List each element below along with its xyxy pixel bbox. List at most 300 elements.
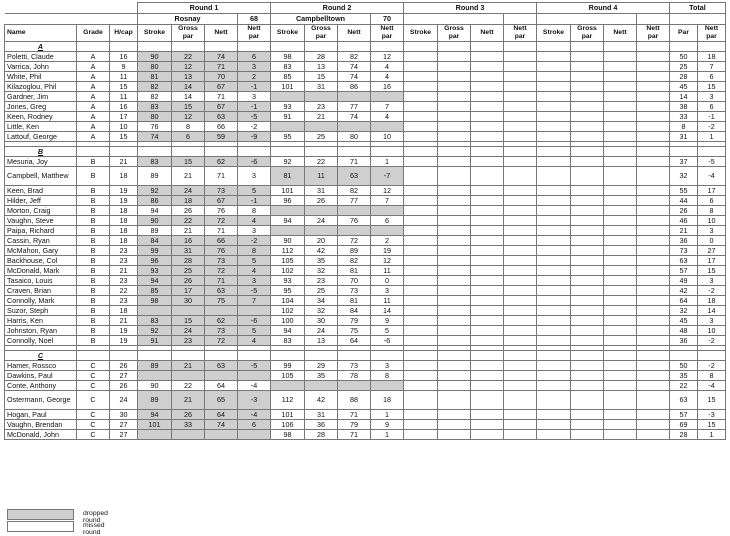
r1-nett-par: -1 xyxy=(238,82,271,92)
total-par: 36 xyxy=(670,236,698,246)
player-hcap: 19 xyxy=(110,196,138,206)
player-row xyxy=(5,296,726,306)
empty-cell xyxy=(504,196,537,206)
r1-gross-par: 6 xyxy=(172,132,205,142)
total-par: 14 xyxy=(670,92,698,102)
round-3-label: Round 3 xyxy=(404,3,537,14)
empty-cell xyxy=(404,326,438,336)
player-name: McDonald, Mark xyxy=(5,266,77,276)
player-row xyxy=(5,62,726,72)
empty-cell xyxy=(537,206,571,216)
r1-nett: 76 xyxy=(205,206,238,216)
empty-cell xyxy=(404,102,438,112)
r1-nett-par: -1 xyxy=(238,102,271,112)
empty-cell xyxy=(438,286,471,296)
total-nett-par: 15 xyxy=(698,82,726,92)
player-grade: A xyxy=(77,82,110,92)
player-name: Vaughn, Brendan xyxy=(5,420,77,430)
r1-nett: 62 xyxy=(205,157,238,167)
empty-cell xyxy=(537,371,571,381)
empty-cell xyxy=(537,256,571,266)
player-row xyxy=(5,52,726,62)
empty-cell xyxy=(537,196,571,206)
total-par: 21 xyxy=(670,226,698,236)
empty-cell xyxy=(571,276,604,286)
player-hcap: 23 xyxy=(110,296,138,306)
empty-cell xyxy=(604,371,637,381)
r1-nett xyxy=(205,430,238,440)
total-nett-par: 3 xyxy=(698,316,726,326)
empty-cell xyxy=(438,391,471,410)
player-hcap: 9 xyxy=(110,62,138,72)
r2-nett: 80 xyxy=(338,132,371,142)
section-label: B xyxy=(5,147,77,157)
total-par-header: Par xyxy=(670,25,698,42)
empty-cell xyxy=(371,351,404,361)
r2-stroke: 94 xyxy=(271,216,305,226)
player-row xyxy=(5,102,726,112)
total-par: 35 xyxy=(670,371,698,381)
player-hcap: 18 xyxy=(110,236,138,246)
empty-cell xyxy=(571,391,604,410)
r1-gross-par: 22 xyxy=(172,216,205,226)
empty-cell xyxy=(537,132,571,142)
total-nett-par: -1 xyxy=(698,112,726,122)
empty-cell xyxy=(504,381,537,391)
r1-nett-par: 3 xyxy=(238,167,271,186)
player-name: Johnston, Ryan xyxy=(5,326,77,336)
player-name: Jones, Greg xyxy=(5,102,77,112)
r2-stroke: 98 xyxy=(271,52,305,62)
player-grade: A xyxy=(77,52,110,62)
empty-cell xyxy=(537,102,571,112)
empty-cell xyxy=(604,226,637,236)
r1-nett-par: 3 xyxy=(238,226,271,236)
r1-gross-par: 30 xyxy=(172,296,205,306)
r2-nett-header: Nett xyxy=(338,25,371,42)
empty-cell xyxy=(637,430,670,440)
r2-nett xyxy=(338,381,371,391)
total-par: 28 xyxy=(670,72,698,82)
empty-cell xyxy=(271,42,305,52)
empty-cell xyxy=(571,286,604,296)
player-name: Hamer, Rossco xyxy=(5,361,77,371)
r1-nett-par: 4 xyxy=(238,336,271,346)
empty-cell xyxy=(604,157,637,167)
player-hcap: 30 xyxy=(110,410,138,420)
r2-nett: 74 xyxy=(338,112,371,122)
player-name: Ostermann, George xyxy=(5,391,77,410)
section-row-B xyxy=(5,147,726,157)
r1-nett-par: 2 xyxy=(238,72,271,82)
scores-body xyxy=(5,42,726,440)
r3-gross-header: Gross xyxy=(438,25,471,34)
r2-gross-par: 31 xyxy=(305,186,338,196)
empty-cell xyxy=(404,316,438,326)
empty-cell xyxy=(537,361,571,371)
r2-nett-par-header: Nett xyxy=(371,25,404,34)
empty-cell xyxy=(637,42,670,52)
empty-cell xyxy=(537,336,571,346)
empty-cell xyxy=(438,296,471,306)
r1-stroke xyxy=(138,430,172,440)
empty-cell xyxy=(504,132,537,142)
empty-cell xyxy=(438,226,471,236)
r1-stroke: 74 xyxy=(138,132,172,142)
r2-stroke: 83 xyxy=(271,336,305,346)
r2-gross-par: 34 xyxy=(305,296,338,306)
empty-cell xyxy=(138,42,172,52)
empty-cell xyxy=(438,351,471,361)
round-2-label: Round 2 xyxy=(271,3,404,14)
total-par: 32 xyxy=(670,306,698,316)
r1-nett-par: -5 xyxy=(238,361,271,371)
r2-stroke: 101 xyxy=(271,82,305,92)
empty-cell xyxy=(604,167,637,186)
empty-cell xyxy=(604,92,637,102)
empty-cell xyxy=(305,147,338,157)
r1-gross-par: 14 xyxy=(172,92,205,102)
empty-cell xyxy=(404,196,438,206)
r1-gross-header: Gross xyxy=(172,25,205,34)
empty-cell xyxy=(537,186,571,196)
empty-cell xyxy=(404,216,438,226)
total-nett-par: 27 xyxy=(698,246,726,256)
grade-header: Grade xyxy=(77,25,110,42)
empty-cell xyxy=(438,246,471,256)
scores-sheet xyxy=(4,2,726,440)
r1-nett-par: -4 xyxy=(238,410,271,420)
empty-cell xyxy=(438,430,471,440)
empty-cell xyxy=(404,420,438,430)
empty-cell xyxy=(504,391,537,410)
r2-nett-par xyxy=(371,206,404,216)
r1-gross-par: 28 xyxy=(172,256,205,266)
r2-nett: 76 xyxy=(338,216,371,226)
player-grade: B xyxy=(77,206,110,216)
empty-cell xyxy=(471,361,504,371)
empty-cell xyxy=(537,246,571,256)
player-grade: C xyxy=(77,430,110,440)
empty-cell xyxy=(238,147,271,157)
r1-gross-par: 21 xyxy=(172,167,205,186)
section-row-A xyxy=(5,42,726,52)
empty-cell xyxy=(571,361,604,371)
r4-nett-par-header-2: par xyxy=(637,33,670,42)
player-grade: B xyxy=(77,336,110,346)
empty-cell xyxy=(438,102,471,112)
r1-stroke: 101 xyxy=(138,420,172,430)
empty-cell xyxy=(438,326,471,336)
empty-cell xyxy=(698,147,726,157)
total-label: Total xyxy=(670,3,726,14)
r1-stroke: 89 xyxy=(138,167,172,186)
empty-cell xyxy=(471,420,504,430)
r2-nett-par: 19 xyxy=(371,246,404,256)
empty-cell xyxy=(471,286,504,296)
empty-cell xyxy=(637,410,670,420)
player-grade: B xyxy=(77,167,110,186)
player-row xyxy=(5,326,726,336)
empty-cell xyxy=(571,112,604,122)
empty-cell xyxy=(338,147,371,157)
round-2-course: Campbelltown xyxy=(271,14,371,25)
empty-cell xyxy=(537,147,571,157)
player-row xyxy=(5,186,726,196)
empty-cell xyxy=(571,410,604,420)
empty-cell xyxy=(604,102,637,112)
r1-stroke xyxy=(138,306,172,316)
empty-cell xyxy=(404,381,438,391)
r2-gross-par-header: par xyxy=(305,33,338,42)
player-hcap: 16 xyxy=(110,102,138,112)
empty-cell xyxy=(438,306,471,316)
empty-cell xyxy=(637,246,670,256)
round-4-par xyxy=(637,14,670,25)
r2-stroke xyxy=(271,226,305,236)
empty-cell xyxy=(504,157,537,167)
total-par: 57 xyxy=(670,266,698,276)
empty-cell xyxy=(404,430,438,440)
empty-cell xyxy=(471,371,504,381)
r1-gross-par: 14 xyxy=(172,82,205,92)
empty-cell xyxy=(571,236,604,246)
empty-cell xyxy=(604,246,637,256)
r2-nett-par: 12 xyxy=(371,256,404,266)
total-par: 26 xyxy=(670,206,698,216)
total-nett-par: -3 xyxy=(698,410,726,420)
r2-nett-par: -6 xyxy=(371,336,404,346)
total-nett-par: 6 xyxy=(698,102,726,112)
r2-stroke-header: Stroke xyxy=(271,25,305,42)
r1-nett-par: 3 xyxy=(238,62,271,72)
r2-nett-par: 3 xyxy=(371,361,404,371)
empty-cell xyxy=(637,266,670,276)
player-row xyxy=(5,256,726,266)
r2-nett: 84 xyxy=(338,306,371,316)
empty-cell xyxy=(504,306,537,316)
empty-cell xyxy=(438,167,471,186)
total-nett-par: 8 xyxy=(698,206,726,216)
empty-cell xyxy=(637,226,670,236)
empty-cell xyxy=(571,72,604,82)
empty-cell xyxy=(537,316,571,326)
r2-gross-par: 20 xyxy=(305,236,338,246)
r3-gross-par-header: par xyxy=(438,33,471,42)
empty-cell xyxy=(537,430,571,440)
empty-cell xyxy=(504,326,537,336)
r1-nett-par: 7 xyxy=(238,296,271,306)
r2-nett-par: 11 xyxy=(371,266,404,276)
r1-nett: 71 xyxy=(205,276,238,286)
r1-nett-par xyxy=(238,371,271,381)
r2-stroke: 105 xyxy=(271,371,305,381)
r1-nett-par: -2 xyxy=(238,236,271,246)
player-row xyxy=(5,306,726,316)
empty-cell xyxy=(438,361,471,371)
r1-stroke: 99 xyxy=(138,246,172,256)
empty-cell xyxy=(537,326,571,336)
empty-cell xyxy=(637,420,670,430)
player-hcap: 18 xyxy=(110,167,138,186)
r1-nett: 71 xyxy=(205,92,238,102)
r2-nett: 81 xyxy=(338,266,371,276)
empty-cell xyxy=(77,351,110,361)
r3-nett-par-header-2: par xyxy=(504,33,537,42)
player-hcap: 15 xyxy=(110,82,138,92)
total-nett-par: -2 xyxy=(698,122,726,132)
empty-cell xyxy=(271,351,305,361)
empty-cell xyxy=(637,167,670,186)
r1-stroke: 80 xyxy=(138,112,172,122)
r2-nett-par: 1 xyxy=(371,410,404,420)
empty-cell xyxy=(504,52,537,62)
empty-cell xyxy=(604,112,637,122)
empty-cell xyxy=(110,351,138,361)
empty-cell xyxy=(438,236,471,246)
r2-stroke: 85 xyxy=(271,72,305,82)
empty-cell xyxy=(670,351,698,361)
empty-cell xyxy=(537,216,571,226)
empty-cell xyxy=(670,42,698,52)
r1-stroke: 84 xyxy=(138,236,172,246)
r1-nett: 67 xyxy=(205,82,238,92)
r2-stroke: 83 xyxy=(271,62,305,72)
round-1-course: Rosnay xyxy=(138,14,238,25)
player-row xyxy=(5,167,726,186)
r1-nett-par xyxy=(238,306,271,316)
empty-cell xyxy=(371,42,404,52)
r1-nett: 59 xyxy=(205,132,238,142)
r2-nett-par: 0 xyxy=(371,276,404,286)
r2-stroke: 81 xyxy=(271,167,305,186)
empty-cell xyxy=(571,430,604,440)
r2-stroke: 93 xyxy=(271,102,305,112)
r2-gross-par: 28 xyxy=(305,52,338,62)
r1-nett: 72 xyxy=(205,266,238,276)
player-name: Backhouse, Col xyxy=(5,256,77,266)
empty-cell xyxy=(637,336,670,346)
empty-cell xyxy=(571,246,604,256)
r1-nett-par: 5 xyxy=(238,326,271,336)
total-par: 50 xyxy=(670,361,698,371)
total-par: 45 xyxy=(670,316,698,326)
r2-nett: 89 xyxy=(338,246,371,256)
empty-cell xyxy=(637,82,670,92)
empty-cell xyxy=(471,351,504,361)
empty-cell xyxy=(404,206,438,216)
r1-nett: 66 xyxy=(205,122,238,132)
empty-cell xyxy=(537,72,571,82)
empty-cell xyxy=(438,256,471,266)
empty-cell xyxy=(537,157,571,167)
r1-nett-par: -1 xyxy=(238,196,271,206)
player-row xyxy=(5,226,726,236)
empty-cell xyxy=(205,147,238,157)
empty-cell xyxy=(571,216,604,226)
r2-nett: 77 xyxy=(338,102,371,112)
r4-nett-header: Nett xyxy=(604,25,637,42)
player-grade: A xyxy=(77,132,110,142)
player-name: Gardner, Jim xyxy=(5,92,77,102)
empty-cell xyxy=(637,236,670,246)
empty-cell xyxy=(438,186,471,196)
player-row xyxy=(5,206,726,216)
r2-nett xyxy=(338,122,371,132)
r2-nett: 64 xyxy=(338,336,371,346)
r2-gross-par: 25 xyxy=(305,286,338,296)
r2-nett-par xyxy=(371,92,404,102)
r1-nett: 73 xyxy=(205,186,238,196)
player-grade: A xyxy=(77,92,110,102)
r1-stroke: 91 xyxy=(138,336,172,346)
empty-cell xyxy=(604,236,637,246)
player-row xyxy=(5,410,726,420)
total-par: 48 xyxy=(670,326,698,336)
empty-cell xyxy=(471,226,504,236)
empty-cell xyxy=(637,256,670,266)
empty-cell xyxy=(604,42,637,52)
r1-nett: 72 xyxy=(205,216,238,226)
empty-cell xyxy=(571,316,604,326)
player-grade: B xyxy=(77,326,110,336)
r2-stroke: 94 xyxy=(271,326,305,336)
r2-stroke: 95 xyxy=(271,132,305,142)
empty-cell xyxy=(110,147,138,157)
empty-cell xyxy=(604,186,637,196)
empty-cell xyxy=(670,147,698,157)
player-hcap: 10 xyxy=(110,122,138,132)
empty-cell xyxy=(471,92,504,102)
r2-nett: 75 xyxy=(338,326,371,336)
empty-cell xyxy=(471,410,504,420)
empty-cell xyxy=(404,351,438,361)
r2-stroke: 106 xyxy=(271,420,305,430)
r1-stroke: 92 xyxy=(138,186,172,196)
empty-cell xyxy=(404,371,438,381)
empty-cell xyxy=(438,196,471,206)
r1-gross-par: 17 xyxy=(172,286,205,296)
r2-nett-par: 7 xyxy=(371,102,404,112)
empty-cell xyxy=(404,167,438,186)
empty-cell xyxy=(571,62,604,72)
empty-cell xyxy=(504,236,537,246)
empty-cell xyxy=(471,276,504,286)
player-grade: B xyxy=(77,266,110,276)
empty-cell xyxy=(404,62,438,72)
r1-gross-par: 16 xyxy=(172,236,205,246)
empty-cell xyxy=(471,112,504,122)
empty-cell xyxy=(537,296,571,306)
empty-cell xyxy=(637,186,670,196)
r1-gross-par: 13 xyxy=(172,72,205,82)
r2-nett-par: 16 xyxy=(371,82,404,92)
r1-stroke: 89 xyxy=(138,361,172,371)
player-hcap: 17 xyxy=(110,112,138,122)
empty-cell xyxy=(637,306,670,316)
total-par: 42 xyxy=(670,286,698,296)
empty-cell xyxy=(471,62,504,72)
player-hcap: 21 xyxy=(110,316,138,326)
empty-cell xyxy=(504,112,537,122)
player-hcap: 11 xyxy=(110,92,138,102)
empty-cell xyxy=(438,371,471,381)
r1-gross-par-header: par xyxy=(172,33,205,42)
player-row xyxy=(5,216,726,226)
empty-cell xyxy=(571,371,604,381)
r1-nett-par: 6 xyxy=(238,420,271,430)
player-name: Tasaico, Louis xyxy=(5,276,77,286)
